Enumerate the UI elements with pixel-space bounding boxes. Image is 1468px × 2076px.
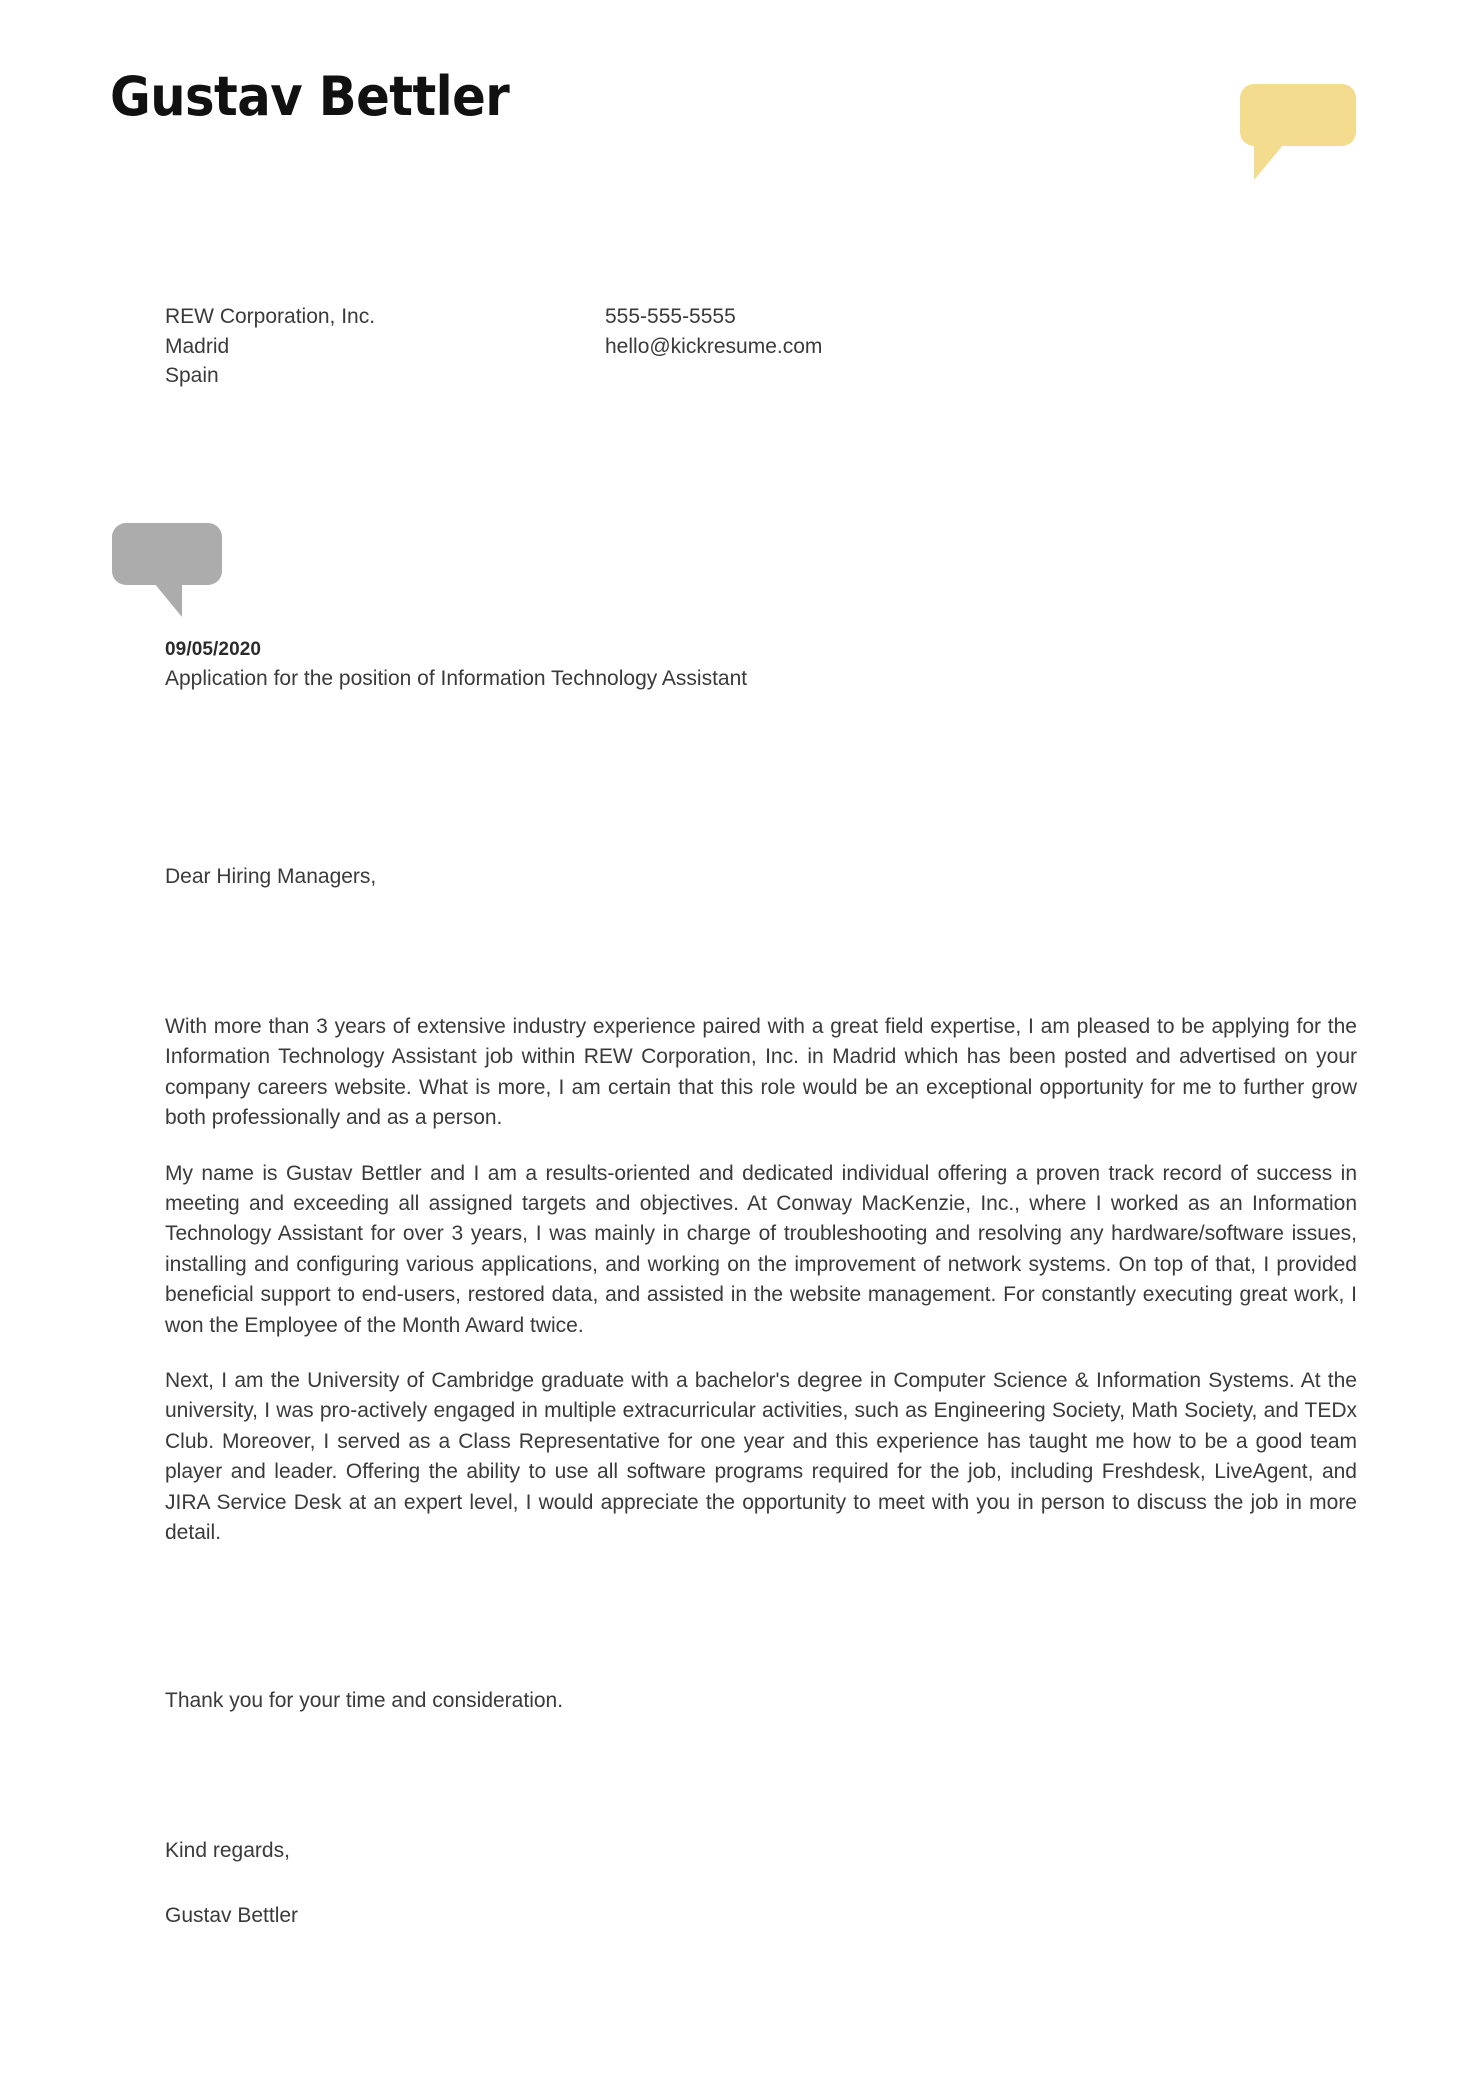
speech-bubble-tail [154, 583, 182, 617]
recipient-country: Spain [165, 364, 219, 387]
letter-date: 09/05/2020 [165, 639, 262, 660]
contact-email: hello@kickresume.com [605, 334, 823, 358]
contact-phone: 555-555-5555 [605, 305, 736, 328]
body-paragraph: With more than 3 years of extensive industry experience paired with a great field expertise, I am pleased to be applying for the Information Technology Assistant job within REW Corporation, Inc. in Madrid which has been posted and advertised on your company careers website. What is more, I am certain that this role would be an exceptional opportunity for me to further grow both professionally and as a person. [165, 1015, 1357, 1130]
speech-bubble-body [112, 523, 222, 585]
letter-header [110, 65, 1358, 170]
speech-bubble-tail [1254, 144, 1284, 180]
candidate-name: Gustav Bettler [110, 65, 510, 128]
signoff-name: Gustav Bettler [165, 1904, 299, 1927]
letter-meta-row [165, 302, 1358, 391]
speech-bubble-icon [112, 523, 222, 585]
recipient-block [165, 302, 605, 391]
speech-bubble-icon [1240, 84, 1356, 146]
speech-bubble-body [1240, 84, 1356, 146]
letter-subject: Application for the position of Information Technology Assistant [165, 667, 748, 690]
recipient-city: Madrid [165, 334, 230, 358]
signoff: Kind regards, [165, 1839, 290, 1862]
contact-block [605, 302, 1358, 361]
salutation: Dear Hiring Managers, [165, 865, 377, 888]
body-paragraph: Next, I am the University of Cambridge graduate with a bachelor's degree in Computer Science & Information Systems. At the university, I was pro-actively engaged in multiple extracurricular activities, such as Engineering Society, Math Society, and TEDx Club. Moreover, I served as a Class Representative for one year and this experience has taught me how to be a good team player and leader. Offering the ability to use all software programs required for the job, including Freshdesk, LiveAgent, and JIRA Service Desk at an expert level, I would appreciate the opportunity to meet with you in person to discuss the job in more detail. [165, 1369, 1357, 1545]
letter-body [165, 1012, 1357, 1549]
recipient-company: REW Corporation, Inc. [165, 305, 376, 328]
closing-thanks: Thank you for your time and consideration. [165, 1689, 564, 1712]
body-paragraph: My name is Gustav Bettler and I am a results-oriented and dedicated individual offering a proven track record of success in meeting and exceeding all assigned targets and objectives. At Conway MacKenzie, Inc., where I worked as an Information Technology Assistant for over 3 years, I was mainly in charge of troubleshooting and resolving any hardware/software issues, installing and configuring various applications, and working on the improvement of network systems. On top of that, I provided beneficial support to end-users, restored data, and assisted in the website management. For constantly executing great work, I won the Employee of the Month Award twice. [165, 1161, 1357, 1337]
subject-block [165, 636, 1358, 694]
